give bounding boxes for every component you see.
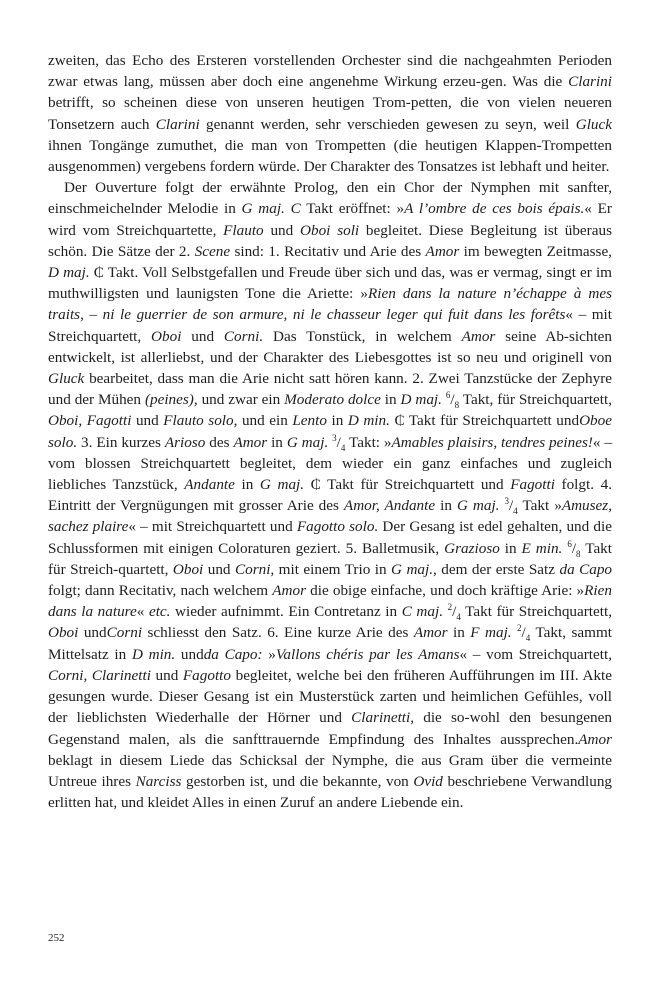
paragraph: zweiten, das Echo des Ersteren vorstellenden Orchester sind die nachgeahmten Perioden zwar etwas lang, müssen aber doch eine angenehme Wirkung erzeu-gen. Was die Clarini betrifft, so scheinen diese von unseren heutigen Trom-petten, die von vielen neueren Tonsetzern auch Clarini genannt werden, sehr verschieden gewesen zu seyn, weil Gluck ihnen Tongänge zumuthet, die man von Trompetten (die heutigen Klappen-Trompetten ausgenommen) vergebens fordern würde. Der Charakter des Tonsatzes ist lebhaft und heiter. <box>48 52 612 176</box>
time-signature: $^6/_8$ <box>567 538 581 559</box>
italic-run: Amables plaisirs, tendres peines! <box>391 433 593 451</box>
italic-run: C maj. <box>401 603 443 621</box>
time-signature: $^2/_4$ <box>447 602 461 623</box>
paragraph: Der Ouverture folgt der erwähnte Prolog, den ein Chor der Nymphen mit sanfter, einschmeichelnder Melodie in G maj. C Takt eröffnet: »A l’ombre de ces bois épais.« Er wird vom Streichquartette, Flauto und Oboi soli begleitet. Diese Begleitung ist überaus schön. Die Sätze der 2. Scene sind: 1. Recitativ und Arie des Amor im bewegten Zeitmasse, D maj. ₵ Takt. Voll Selbstgefallen und Freude über sich und das, was er vermag, singt er im muthwilligsten und launigsten Tone die Ariette: »Rien dans la nature n’échappe à mes traits, – ni le guerrier de son armure, ni le chasseur leger qui fuit dans les forêts« – mit Streichquartett, Oboi und Corni. Das Tonstück, in welchem Amor seine Ab-sichten entwickelt, ist allerliebst, und der Charakter des Liebesgottes ist so neu und originell von Gluck bearbeitet, dass man die Arie nicht satt hören kann. 2. Zwei Tanzstücke der Zephyre und der Mühen (peines), und zwar ein Moderato dolce in D maj. $^6/_8$ Takt, für Streichquartett, Oboi, Fagotti und Flauto solo, und ein Lento in D min. ₵ Takt für Streichquartett undOboe solo. 3. Ein kurzes Arioso des Amor in G maj. $^3/_4$ Takt: »Amables plaisirs, tendres peines!« – vom blossen Streichquartett begleitet, dem wieder ein ganz einfaches und zugleich liebliches Tanzstück, Andante in G maj. ₵ Takt für Streichquartett und Fagotti folgt. 4. Eintritt der Vergnügungen mit grosser Arie des Amor, Andante in G maj. $^3/_4$ Takt »Amusez, sachez plaire« – mit Streichquartett und Fagotto solo. Der Gesang ist edel gehalten, und die Schlussformen mit einigen Coloraturen geziert. 5. Balletmusik, Grazioso in E min. $^6/_8$ Takt für Streich-quartett, Oboi und Corni, mit einem Trio in G maj., dem der erste Satz da Capo folgt; dann Recitativ, nach welchem Amor die obige einfache, und doch kräftige Arie: »Rien dans la nature« etc. wieder aufnimmt. Ein Contretanz in C maj. $^2/_4$ Takt für Streichquartett, Oboi undCorni schliesst den Satz. 6. Eine kurze Arie des Amor in F maj. $^2/_4$ Takt, sammt Mittelsatz in D min. undda Capo: »Vallons chéris par les Amans« – vom Streichquartett, Corni, Clarinetti und Fagotto begleitet, welche bei den früheren Aufführungen im III. Akte gesungen wurde. Dieser Gesang ist ein Musterstück zarten und heimlichen Gefühles, voll der lieblichsten Wiederhalle der Hörner und Clarinetti, die so-wohl den besungenen Gegenstand malen, als die sanfttrauernde Empfindung des Inhaltes aussprechen.Amor beklagt in diesem Liede das Schicksal der Nymphe, die aus Gram über die vermeinte Untreue ihres Narciss gestorben ist, und die bekannte, von Ovid beschriebene Verwandlung erlitten hat, und kleidet Alles in einen Zuruf an andere Liebende ein. <box>48 179 613 812</box>
page-number: 252 <box>48 932 65 944</box>
page-body <box>48 50 612 813</box>
italic-run: E min. <box>521 539 563 557</box>
italic-run: Andante <box>184 476 235 494</box>
italic-run: Oboi soli <box>300 221 360 239</box>
italic-run: G maj. <box>259 476 305 494</box>
italic-run: Gluck <box>48 370 85 388</box>
italic-run: Oboi <box>48 624 79 642</box>
italic-run: Amor <box>233 433 268 451</box>
italic-run: Fagotti <box>510 476 555 494</box>
italic-run: Vallons chéris par les Amans <box>275 645 460 663</box>
italic-run: Flauto <box>223 221 264 239</box>
italic-run: Amor <box>272 582 307 600</box>
italic-run: G maj. <box>286 433 329 451</box>
italic-run: Fagotto solo. <box>296 518 379 536</box>
time-signature: $^3/_4$ <box>504 496 518 517</box>
italic-run: Rien dans la nature <box>48 582 612 621</box>
italic-run: A l’ombre de ces bois épais. <box>404 200 585 218</box>
italic-run: Moderato dolce <box>284 391 381 409</box>
italic-run: Corni, Clarinetti <box>48 666 151 684</box>
italic-run: Arioso <box>164 433 206 451</box>
italic-run: (peines), <box>144 391 198 409</box>
italic-run: Scene <box>194 242 231 260</box>
italic-run: G maj. C <box>241 200 301 218</box>
italic-run: Clarinetti, <box>351 709 415 727</box>
italic-run: F maj. <box>470 624 512 642</box>
italic-run: Oboe solo. <box>48 412 612 451</box>
italic-run: D maj. <box>48 264 90 282</box>
italic-run: D min. <box>131 645 176 663</box>
italic-run: Amusez, sachez plaire <box>48 497 613 536</box>
time-signature: $^6/_8$ <box>445 390 460 411</box>
italic-run: Rien dans la nature n’échappe à mes traits, – ni le guerrier de son armure, ni le chasseur leger qui fuit dans les forêts <box>48 285 612 324</box>
italic-run: Grazioso <box>444 539 500 557</box>
time-signature: $^3/_4$ <box>332 432 346 453</box>
italic-run: Amor <box>413 624 448 642</box>
italic-run: Amor <box>578 730 612 748</box>
italic-run: Corni <box>106 624 143 642</box>
italic-run: Flauto solo, <box>163 412 238 430</box>
italic-run: Amor, Andante <box>343 497 436 515</box>
italic-run: Clarini <box>568 73 612 91</box>
italic-run: da Capo: <box>203 645 263 663</box>
italic-run: Corni. <box>223 327 264 345</box>
italic-run: D maj. <box>400 391 442 409</box>
italic-run: Lento <box>292 412 327 430</box>
italic-run: Ovid <box>413 772 443 790</box>
italic-run: Corni, <box>234 560 275 578</box>
text-block <box>48 50 612 813</box>
italic-run: G maj., <box>391 560 437 578</box>
italic-run: Oboi <box>172 560 204 578</box>
italic-run: da Capo <box>559 560 613 578</box>
italic-run: Clarini <box>155 115 200 133</box>
italic-run: Gluck <box>575 115 612 133</box>
italic-run: Amor <box>461 327 496 345</box>
italic-run: G maj. <box>456 497 500 515</box>
italic-run: D min. <box>347 412 390 430</box>
time-signature: $^2/_4$ <box>517 623 531 644</box>
italic-run: Fagotto <box>182 666 231 684</box>
italic-run: Oboi <box>151 327 182 345</box>
italic-run: Amor <box>425 242 460 260</box>
italic-run: Narciss <box>135 772 182 790</box>
italic-run: Oboi, Fagotti <box>48 412 132 430</box>
italic-run: etc. <box>148 603 171 621</box>
